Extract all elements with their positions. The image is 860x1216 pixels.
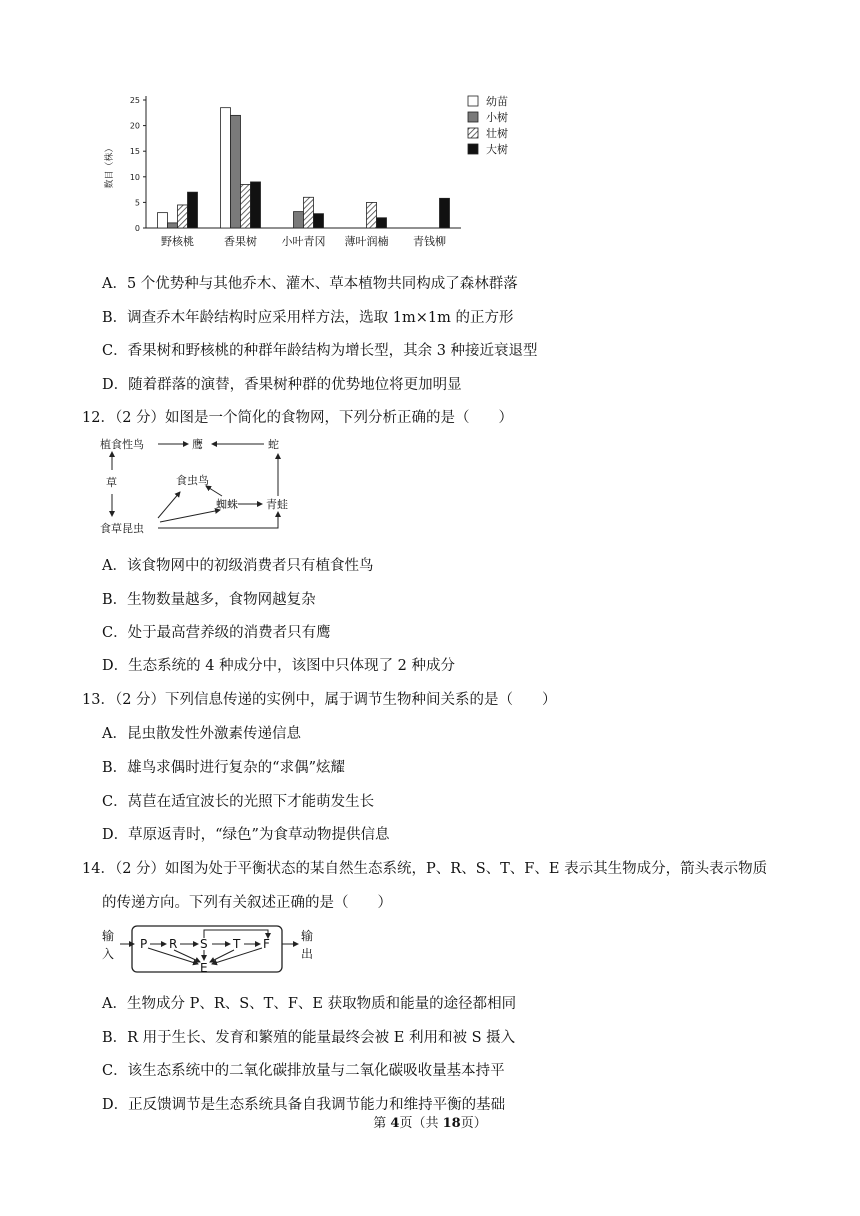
node-snake: 蛇	[268, 438, 279, 451]
footer-total-pages: 18	[442, 1116, 461, 1131]
footer-middle: 页（共	[399, 1116, 443, 1131]
q13-option-d: D．草原返青时，“绿色”为食草动物提供信息	[102, 827, 390, 843]
x-category-label: 薄叶润楠	[344, 235, 389, 248]
node-herbivore-bird: 植食性鸟	[100, 438, 144, 451]
y-tick-label: 20	[129, 121, 140, 131]
bar	[304, 197, 314, 228]
node-spider: 蜘蛛	[216, 498, 238, 511]
q11-option-d: D．随着群落的演替，香果树种群的优势地位将更加明显	[102, 377, 462, 393]
legend-swatch	[468, 144, 478, 154]
y-tick-label: 0	[134, 224, 140, 233]
x-category-label: 野核桃	[161, 235, 194, 248]
footer-prefix: 第	[373, 1116, 391, 1131]
node-insect-bird: 食虫鸟	[176, 474, 209, 487]
legend-swatch	[468, 112, 478, 122]
bar	[231, 115, 241, 228]
node-grass: 草	[106, 476, 117, 489]
node-f: F	[263, 937, 270, 951]
x-category-label: 青钱柳	[413, 235, 446, 248]
q12-option-b: B．生物数量越多，食物网越复杂	[102, 592, 316, 608]
q13-option-c: C．莴苣在适宜波长的光照下才能萌发生长	[102, 794, 375, 810]
y-tick-label: 15	[129, 147, 140, 157]
legend-label: 壮树	[486, 127, 508, 140]
q12-stem: 12．（2 分）如图是一个简化的食物网，下列分析正确的是（ ）	[82, 410, 514, 426]
q13-option-b: B．雄鸟求偶时进行复杂的“求偶”炫耀	[102, 760, 345, 776]
bar	[367, 202, 377, 228]
x-category-label: 小叶青冈	[281, 235, 326, 248]
q11-option-a: A．5 个优势种与其他乔木、灌木、草本植物共同构成了森林群落	[102, 276, 518, 292]
node-r: R	[169, 937, 178, 951]
bar	[158, 213, 168, 228]
bar	[178, 205, 188, 228]
footer-suffix: 页）	[460, 1116, 487, 1131]
q14-option-a: A．生物成分 P、R、S、T、F、E 获取物质和能量的途径都相同	[102, 996, 517, 1012]
q14-option-b: B．R 用于生长、发育和繁殖的能量最终会被 E 利用和被 S 摄入	[102, 1030, 516, 1046]
input-label-top: 输	[102, 929, 115, 943]
y-tick-label: 5	[134, 198, 140, 208]
node-s: S	[200, 937, 208, 951]
node-frog: 青蛙	[266, 498, 288, 511]
q14-stem-line2: 的传递方向。下列有关叙述正确的是（ ）	[102, 895, 392, 911]
y-axis-label: 数目（株）	[105, 143, 115, 189]
node-herbivore-insect: 食草昆虫	[100, 522, 144, 535]
legend-swatch	[468, 128, 478, 138]
bar	[294, 212, 304, 228]
legend-swatch	[468, 96, 478, 106]
y-tick-label: 25	[129, 96, 140, 105]
bar	[188, 192, 198, 228]
q13-option-a: A．昆虫散发性外激素传递信息	[102, 726, 301, 742]
bar	[251, 182, 261, 228]
q14-option-d: D．正反馈调节是生态系统具备自我调节能力和维持平衡的基础	[102, 1097, 506, 1113]
input-label-bottom: 入	[102, 947, 115, 961]
bar	[377, 218, 387, 228]
legend-label: 小树	[486, 111, 508, 124]
x-category-label: 香果树	[224, 235, 257, 248]
node-p: P	[140, 937, 148, 951]
output-label-bottom: 出	[301, 947, 314, 961]
q12-option-d: D．生态系统的 4 种成分中，该图中只体现了 2 种成分	[102, 658, 456, 674]
q12-option-a: A．该食物网中的初级消费者只有植食性鸟	[102, 558, 374, 574]
q11-option-b: B．调查乔木年龄结构时应采用样方法，选取 1m×1m 的正方形	[102, 310, 514, 326]
bar	[241, 184, 251, 228]
q14-stem-line1: 14．（2 分）如图为处于平衡状态的某自然生态系统，P、R、S、T、F、E 表示其生物成分，箭头表示物质	[82, 861, 768, 877]
q12-option-c: C．处于最高营养级的消费者只有鹰	[102, 625, 331, 641]
bar-chart	[96, 88, 536, 258]
q11-option-c: C．香果树和野核桃的种群年龄结构为增长型，其余 3 种接近衰退型	[102, 343, 538, 359]
bar	[440, 198, 450, 228]
q14-option-c: C．该生态系统中的二氧化碳排放量与二氧化碳吸收量基本持平	[102, 1063, 505, 1079]
legend-label: 大树	[486, 143, 508, 156]
y-tick-label: 10	[129, 172, 140, 182]
ecosystem-diagram	[100, 920, 320, 978]
footer-page-number: 4	[390, 1116, 400, 1131]
bar	[314, 214, 324, 228]
page-footer	[0, 1112, 860, 1131]
legend-label: 幼苗	[486, 95, 508, 108]
node-t: T	[233, 937, 241, 951]
bar	[168, 223, 178, 228]
node-eagle: 鹰	[192, 438, 203, 451]
output-label-top: 输	[301, 929, 314, 943]
q13-stem: 13．（2 分）下列信息传递的实例中，属于调节生物种间关系的是（ ）	[82, 692, 557, 708]
node-e: E	[200, 961, 208, 975]
food-web-diagram	[100, 434, 310, 538]
bar	[221, 108, 231, 228]
